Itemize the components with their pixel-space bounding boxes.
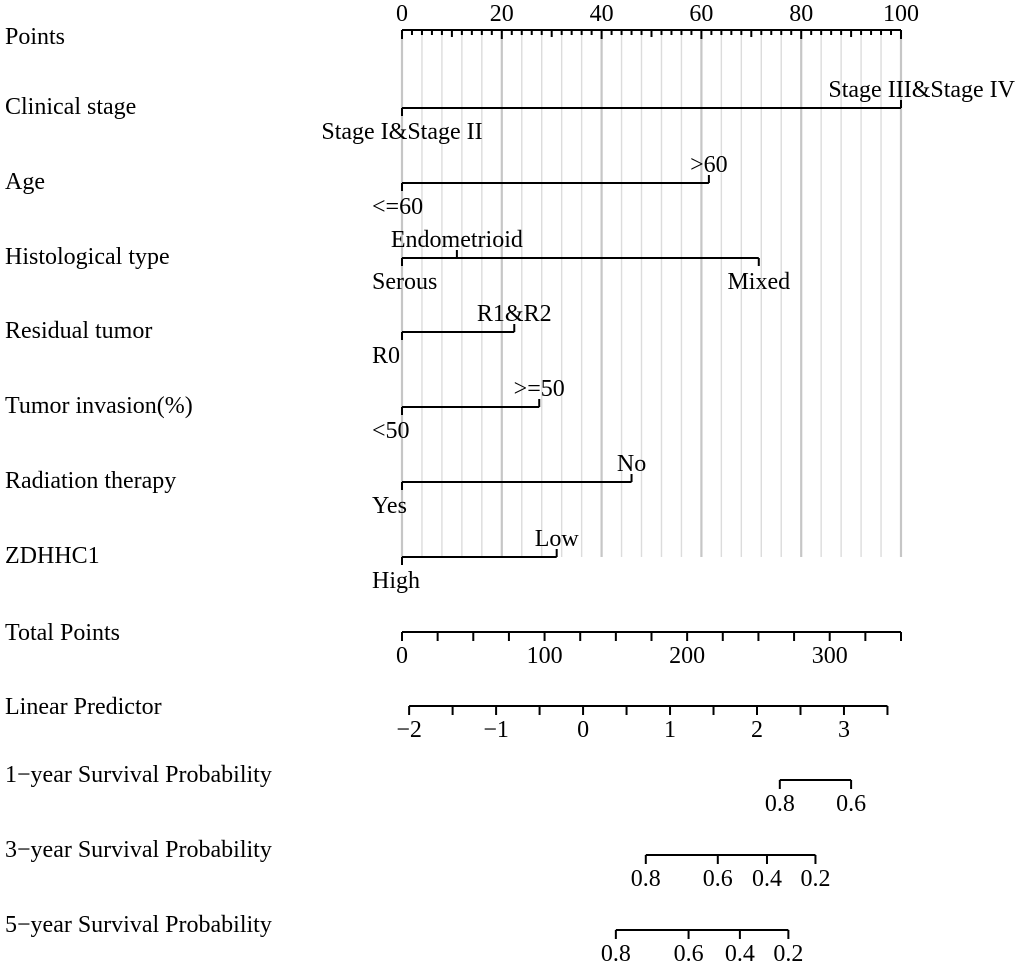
variable-level-label: <50 [372,418,410,444]
survival-tick-label: 0.2 [800,866,831,892]
variable-level-label: Endometrioid [390,227,523,253]
row-label-variable: Radiation therapy [5,468,177,494]
points-tick-label: 60 [689,1,714,27]
variable-level-label: >=50 [513,376,565,402]
variable-level-label: Yes [372,493,407,519]
variable-level-label: >60 [690,152,728,178]
points-tick-label: 0 [396,1,408,27]
variable-level-label: Stage III&Stage IV [828,77,1015,103]
linear-predictor-tick-label: −1 [483,717,509,743]
variable-level-label: R1&R2 [476,301,552,327]
variable-level-label: No [616,451,647,477]
row-label-survival: 3−year Survival Probability [5,837,272,863]
row-label-variable: ZDHHC1 [5,543,100,569]
linear-predictor-tick-label: −2 [396,717,422,743]
points-tick-label: 20 [489,1,514,27]
points-tick-label: 80 [789,1,814,27]
total-points-tick-label: 200 [669,643,706,669]
points-tick-label: 40 [589,1,614,27]
variable-level-label: Serous [372,269,438,295]
survival-tick-label: 0.8 [600,941,631,965]
total-points-tick-label: 300 [811,643,848,669]
total-points-tick-label: 0 [396,643,408,669]
linear-predictor-tick-label: 2 [751,717,764,743]
row-label-variable: Histological type [5,244,170,270]
total-points-tick-label: 100 [526,643,563,669]
row-label-points: Points [5,24,66,50]
row-label-linear-predictor: Linear Predictor [5,694,162,720]
row-label-variable: Tumor invasion(%) [5,393,193,419]
variable-level-label: Stage I&Stage II [321,119,483,145]
survival-tick-label: 0.8 [764,791,795,817]
survival-tick-label: 0.4 [724,941,755,965]
row-label-total-points: Total Points [5,620,120,646]
survival-tick-label: 0.4 [751,866,782,892]
row-label-variable: Clinical stage [5,94,137,120]
linear-predictor-tick-label: 1 [664,717,677,743]
survival-tick-label: 0.6 [702,866,733,892]
linear-predictor-tick-label: 0 [577,717,590,743]
linear-predictor-tick-label: 3 [837,717,850,743]
row-label-variable: Age [5,169,45,195]
survival-tick-label: 0.6 [836,791,867,817]
row-label-survival: 1−year Survival Probability [5,762,272,788]
row-label-survival: 5−year Survival Probability [5,912,272,938]
variable-level-label: Mixed [727,269,791,295]
points-tick-label: 100 [883,1,919,27]
survival-tick-label: 0.2 [773,941,804,965]
variable-level-label: <=60 [372,194,424,220]
survival-tick-label: 0.6 [673,941,704,965]
row-label-variable: Residual tumor [5,318,153,344]
variable-level-label: Low [534,526,579,552]
variable-level-label: High [372,568,420,594]
survival-tick-label: 0.8 [630,866,661,892]
variable-level-label: R0 [372,343,401,369]
